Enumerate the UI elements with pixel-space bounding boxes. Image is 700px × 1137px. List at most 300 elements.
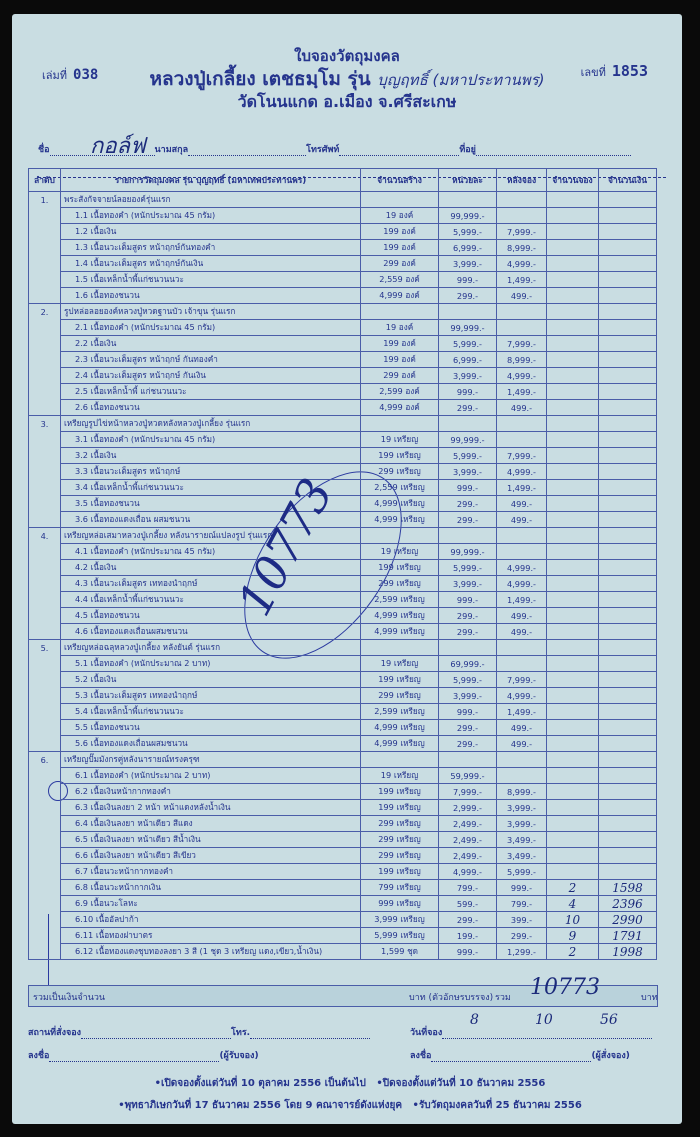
item-after-price: 499.- — [497, 496, 547, 512]
item-price: 5,999.- — [439, 336, 497, 352]
item-name: 2.1 เนื้อทองคำ (หนักประมาณ 45 กรัม) — [61, 320, 361, 336]
table-row — [29, 512, 657, 528]
item-quantity: 2,599 เหรียญ — [361, 592, 439, 608]
item-name: 1.5 เนื้อเหล็กน้ำพี้แก่ชนวนนวะ — [61, 272, 361, 288]
empty-cell — [497, 752, 547, 768]
item-name: 3.5 เนื้อทองชนวน — [61, 496, 361, 512]
empty-cell — [599, 416, 657, 432]
table-row — [29, 816, 657, 832]
item-booked — [547, 832, 599, 848]
place-field: สถานที่สั่งจอง โทร. — [28, 1025, 370, 1039]
item-amount: 2396 — [599, 896, 657, 912]
item-quantity: 299 เหรียญ — [361, 848, 439, 864]
item-after-price: 1,499.- — [497, 384, 547, 400]
empty-cell — [547, 304, 599, 320]
item-price: 299.- — [439, 288, 497, 304]
item-amount — [599, 704, 657, 720]
item-name: 4.1 เนื้อทองคำ (หนักประมาณ 45 กรัม) — [61, 544, 361, 560]
item-after-price: 499.- — [497, 400, 547, 416]
item-price: 6,999.- — [439, 352, 497, 368]
table-row — [29, 384, 657, 400]
item-booked — [547, 448, 599, 464]
table-row — [29, 832, 657, 848]
item-booked: 2 — [547, 944, 599, 960]
item-after-price: 1,499.- — [497, 704, 547, 720]
item-name: 6.5 เนื้อเงินลงยา หน้าเดียว สีน้ำเงิน — [61, 832, 361, 848]
item-price: 599.- — [439, 896, 497, 912]
item-quantity: 199 เหรียญ — [361, 800, 439, 816]
item-amount — [599, 768, 657, 784]
empty-cell — [547, 752, 599, 768]
item-price: 299.- — [439, 624, 497, 640]
receiver-sign: ลงชื่อ (ผู้รับจอง) — [28, 1051, 259, 1061]
item-booked — [547, 400, 599, 416]
date-day: 8 — [470, 1012, 479, 1028]
table-row — [29, 288, 657, 304]
table-row — [29, 704, 657, 720]
item-booked — [547, 432, 599, 448]
item-name: 3.3 เนื้อนวะเต็มสูตร หน้าฤกษ์ — [61, 464, 361, 480]
item-price: 999.- — [439, 384, 497, 400]
item-price: 3,999.- — [439, 464, 497, 480]
name-handwriting: กอล์ฟ — [90, 134, 146, 159]
item-name: 6.1 เนื้อทองคำ (หนักประมาณ 2 บาท) — [61, 768, 361, 784]
item-amount — [599, 688, 657, 704]
item-name: 5.6 เนื้อทองแดงเถื่อนผสมชนวน — [61, 736, 361, 752]
table-row — [29, 464, 657, 480]
item-quantity: 299 เหรียญ — [361, 576, 439, 592]
item-quantity: 4,999 เหรียญ — [361, 736, 439, 752]
item-name: 3.4 เนื้อเหล็กน้ำพี้แก่ชนวนนวะ — [61, 480, 361, 496]
item-booked — [547, 576, 599, 592]
group-row — [29, 416, 657, 432]
item-name: 4.3 เนื้อนวะเต็มสูตร เททองนำฤกษ์ — [61, 576, 361, 592]
footer-line-2: •พุทธาภิเษกวันที่ 17 ธันวาคม 2556 โดย 9 คณาจารย์ดังแห่งยุค •รับวัตถุมงคลวันที่ 25 ธันวาคม 2556 — [118, 1100, 582, 1111]
item-price: 299.- — [439, 608, 497, 624]
column-header: จำนวนสร้าง — [361, 169, 439, 192]
item-quantity: 999 เหรียญ — [361, 896, 439, 912]
item-after-price: 4,999.- — [497, 464, 547, 480]
item-name: 3.2 เนื้อเงิน — [61, 448, 361, 464]
item-price: 3,999.- — [439, 576, 497, 592]
item-name: 6.11 เนื้อทองฝาบาตร — [61, 928, 361, 944]
empty-cell — [497, 192, 547, 208]
item-booked — [547, 240, 599, 256]
item-quantity: 19 องค์ — [361, 208, 439, 224]
item-quantity: 5,999 เหรียญ — [361, 928, 439, 944]
item-quantity: 199 เหรียญ — [361, 864, 439, 880]
item-amount — [599, 672, 657, 688]
item-amount — [599, 736, 657, 752]
item-booked — [547, 272, 599, 288]
item-amount — [599, 480, 657, 496]
item-after-price: 499.- — [497, 624, 547, 640]
group-row — [29, 528, 657, 544]
item-after-price: 3,499.- — [497, 832, 547, 848]
item-price: 999.- — [439, 704, 497, 720]
item-after-price: 499.- — [497, 512, 547, 528]
item-price: 299.- — [439, 736, 497, 752]
total-row: รวมเป็นเงินจำนวน บาท (ตัวอักษรบรรจง) รวม บาท — [28, 985, 658, 1007]
column-header: จำนวนเงิน — [599, 169, 657, 192]
item-booked — [547, 608, 599, 624]
item-name: 6.6 เนื้อเงินลงยา หน้าเดียว สีเขียว — [61, 848, 361, 864]
item-name: 6.8 เนื้อนวะหน้ากากเงิน — [61, 880, 361, 896]
item-quantity: 19 เหรียญ — [361, 768, 439, 784]
empty-cell — [497, 528, 547, 544]
item-price: 799.- — [439, 880, 497, 896]
item-booked — [547, 320, 599, 336]
monk-line: หลวงปู่เกลี้ยง เตชธมฺโม รุ่น บุญฤทธิ์ (มหาประทานพร) — [149, 68, 545, 90]
item-amount: 1791 — [599, 928, 657, 944]
item-booked — [547, 336, 599, 352]
item-booked — [547, 560, 599, 576]
item-amount — [599, 624, 657, 640]
table-row — [29, 208, 657, 224]
table-row — [29, 944, 657, 960]
empty-cell — [439, 528, 497, 544]
group-row — [29, 640, 657, 656]
item-after-price: 299.- — [497, 928, 547, 944]
empty-cell — [439, 640, 497, 656]
item-booked — [547, 464, 599, 480]
item-amount — [599, 400, 657, 416]
table-row — [29, 736, 657, 752]
item-price: 5,999.- — [439, 448, 497, 464]
item-after-price: 3,999.- — [497, 816, 547, 832]
item-price: 6,999.- — [439, 240, 497, 256]
table-row — [29, 784, 657, 800]
empty-cell — [361, 528, 439, 544]
item-after-price: 8,999.- — [497, 240, 547, 256]
item-amount — [599, 816, 657, 832]
item-booked — [547, 736, 599, 752]
serial-number: เลขที่ 1853 — [580, 62, 648, 80]
item-amount — [599, 320, 657, 336]
empty-cell — [497, 304, 547, 320]
item-after-price: 4,999.- — [497, 560, 547, 576]
item-name: 6.10 เนื้ออัลปาก้า — [61, 912, 361, 928]
item-quantity: 4,999 เหรียญ — [361, 624, 439, 640]
item-name: 6.4 เนื้อเงินลงยา หน้าเดียว สีแดง — [61, 816, 361, 832]
table-row — [29, 880, 657, 896]
empty-cell — [361, 416, 439, 432]
item-name: 2.3 เนื้อนวะเต็มสูตร หน้าฤกษ์ กันทองคำ — [61, 352, 361, 368]
item-quantity: 4,999 เหรียญ — [361, 608, 439, 624]
date-field: วันที่จอง — [410, 1025, 652, 1039]
table-row — [29, 400, 657, 416]
item-price: 2,499.- — [439, 832, 497, 848]
table-row — [29, 496, 657, 512]
table-row — [29, 672, 657, 688]
item-quantity: 19 องค์ — [361, 320, 439, 336]
item-price: 99,999.- — [439, 544, 497, 560]
item-quantity: 199 เหรียญ — [361, 560, 439, 576]
item-booked: 2 — [547, 880, 599, 896]
item-name: 3.6 เนื้อทองแดงเถื่อน ผสมชนวน — [61, 512, 361, 528]
item-after-price: 399.- — [497, 912, 547, 928]
total-handwriting-rotated: 10773 — [226, 469, 344, 625]
item-amount — [599, 608, 657, 624]
item-amount — [599, 288, 657, 304]
column-header: จำนวนจอง — [547, 169, 599, 192]
item-after-price: 1,499.- — [497, 272, 547, 288]
table-row — [29, 768, 657, 784]
item-amount — [599, 720, 657, 736]
item-quantity: 199 องค์ — [361, 240, 439, 256]
item-price: 999.- — [439, 272, 497, 288]
item-after-price: 7,999.- — [497, 336, 547, 352]
table-row — [29, 608, 657, 624]
table-row — [29, 480, 657, 496]
item-booked — [547, 768, 599, 784]
item-name: 5.3 เนื้อนวะเต็มสูตร เททองนำฤกษ์ — [61, 688, 361, 704]
item-after-price: 1,499.- — [497, 480, 547, 496]
item-amount — [599, 464, 657, 480]
item-name: 6.2 เนื้อเงินหน้ากากทองคำ — [61, 784, 361, 800]
group-title: เหรียญรูปไข่หน้าหลวงปู่หวดหลังหลวงปู่เกลี้ยง รุ่นแรก — [61, 416, 361, 432]
item-name: 5.2 เนื้อเงิน — [61, 672, 361, 688]
item-quantity: 2,599 องค์ — [361, 384, 439, 400]
item-amount — [599, 208, 657, 224]
table-row — [29, 624, 657, 640]
item-price: 299.- — [439, 720, 497, 736]
item-after-price — [497, 768, 547, 784]
table-row — [29, 560, 657, 576]
form-title: ใบจองวัตถุมงคล — [294, 47, 400, 65]
item-quantity: 4,999 เหรียญ — [361, 496, 439, 512]
item-amount — [599, 240, 657, 256]
item-amount — [599, 544, 657, 560]
table-row — [29, 720, 657, 736]
item-booked — [547, 224, 599, 240]
item-booked — [547, 352, 599, 368]
group-number: 5. — [29, 640, 61, 752]
item-after-price — [497, 656, 547, 672]
item-price: 999.- — [439, 592, 497, 608]
item-amount — [599, 368, 657, 384]
item-amount — [599, 656, 657, 672]
item-amount: 2990 — [599, 912, 657, 928]
date-year: 56 — [600, 1012, 618, 1028]
item-price: 99,999.- — [439, 208, 497, 224]
item-after-price: 799.- — [497, 896, 547, 912]
item-price: 59,999.- — [439, 768, 497, 784]
table-row — [29, 592, 657, 608]
booker-sign: ลงชื่อ (ผู้สั่งจอง) — [410, 1051, 630, 1061]
group-row — [29, 192, 657, 208]
item-amount — [599, 352, 657, 368]
empty-cell — [599, 640, 657, 656]
column-header: ลำดับ — [29, 169, 61, 192]
item-booked — [547, 384, 599, 400]
item-booked — [547, 656, 599, 672]
item-after-price: 499.- — [497, 288, 547, 304]
item-amount — [599, 592, 657, 608]
item-quantity: 4,999 องค์ — [361, 400, 439, 416]
empty-cell — [547, 416, 599, 432]
group-title: รูปหล่อลอยองค์หลวงปู่หวดฐานบัว เจ้าขุน รุ่นแรก — [61, 304, 361, 320]
empty-cell — [361, 752, 439, 768]
item-amount — [599, 864, 657, 880]
item-name: 5.1 เนื้อทองคำ (หนักประมาณ 2 บาท) — [61, 656, 361, 672]
item-name: 4.2 เนื้อเงิน — [61, 560, 361, 576]
item-quantity: 199 เหรียญ — [361, 784, 439, 800]
item-name: 6.3 เนื้อเงินลงยา 2 หน้า หน้าแดงหลังน้ำเงิน — [61, 800, 361, 816]
item-name: 1.2 เนื้อเงิน — [61, 224, 361, 240]
item-after-price: 3,499.- — [497, 848, 547, 864]
item-after-price: 4,999.- — [497, 368, 547, 384]
table-row — [29, 224, 657, 240]
item-price: 999.- — [439, 944, 497, 960]
item-quantity: 299 เหรียญ — [361, 688, 439, 704]
item-after-price: 499.- — [497, 608, 547, 624]
item-quantity: 199 เหรียญ — [361, 672, 439, 688]
item-name: 1.3 เนื้อนวะเต็มสูตร หน้าฤกษ์กันทองคำ — [61, 240, 361, 256]
table-row — [29, 912, 657, 928]
empty-cell — [599, 304, 657, 320]
item-quantity: 4,999 องค์ — [361, 288, 439, 304]
item-booked: 4 — [547, 896, 599, 912]
item-after-price: 499.- — [497, 720, 547, 736]
group-number: 3. — [29, 416, 61, 528]
item-booked — [547, 704, 599, 720]
group-title: เหรียญปั๊มมังกรคู่หลังนารายณ์ทรงครุฑ — [61, 752, 361, 768]
column-header: หน่วยละ — [439, 169, 497, 192]
item-amount: 1998 — [599, 944, 657, 960]
item-booked — [547, 784, 599, 800]
item-price: 5,999.- — [439, 672, 497, 688]
item-after-price — [497, 208, 547, 224]
empty-cell — [439, 304, 497, 320]
item-booked — [547, 800, 599, 816]
date-month: 10 — [535, 1012, 553, 1028]
item-price: 5,999.- — [439, 224, 497, 240]
item-after-price: 4,999.- — [497, 576, 547, 592]
item-name: 4.6 เนื้อทองแดงเถื่อนผสมชนวน — [61, 624, 361, 640]
item-quantity: 19 เหรียญ — [361, 656, 439, 672]
item-booked — [547, 288, 599, 304]
item-quantity: 3,999 เหรียญ — [361, 912, 439, 928]
table-row — [29, 272, 657, 288]
item-after-price: 999.- — [497, 880, 547, 896]
item-booked — [547, 496, 599, 512]
group-number: 6. — [29, 752, 61, 960]
empty-cell — [439, 416, 497, 432]
item-amount — [599, 560, 657, 576]
item-price: 3,999.- — [439, 688, 497, 704]
empty-cell — [599, 528, 657, 544]
item-price: 2,499.- — [439, 848, 497, 864]
item-after-price: 4,999.- — [497, 688, 547, 704]
item-after-price: 5,999.- — [497, 864, 547, 880]
item-booked — [547, 592, 599, 608]
group-number: 4. — [29, 528, 61, 640]
item-name: 1.6 เนื้อทองชนวน — [61, 288, 361, 304]
item-amount — [599, 224, 657, 240]
item-quantity: 199 องค์ — [361, 336, 439, 352]
table-row — [29, 240, 657, 256]
item-quantity: 299 เหรียญ — [361, 832, 439, 848]
item-price: 5,999.- — [439, 560, 497, 576]
table-row — [29, 544, 657, 560]
item-after-price: 7,999.- — [497, 448, 547, 464]
item-amount — [599, 576, 657, 592]
item-booked — [547, 864, 599, 880]
table-row — [29, 800, 657, 816]
empty-cell — [599, 752, 657, 768]
item-after-price: 7,999.- — [497, 224, 547, 240]
item-booked — [547, 544, 599, 560]
empty-cell — [547, 640, 599, 656]
item-price: 299.- — [439, 912, 497, 928]
item-booked: 10 — [547, 912, 599, 928]
item-after-price — [497, 544, 547, 560]
item-booked — [547, 512, 599, 528]
item-price: 69,999.- — [439, 656, 497, 672]
item-quantity: 2,599 เหรียญ — [361, 704, 439, 720]
item-name: 2.5 เนื้อเหล็กน้ำพี้ แก่ชนวนนวะ — [61, 384, 361, 400]
item-price: 2,999.- — [439, 800, 497, 816]
column-header: หลังจอง — [497, 169, 547, 192]
item-booked — [547, 368, 599, 384]
item-price: 2,499.- — [439, 816, 497, 832]
item-table — [28, 168, 657, 960]
item-name: 4.4 เนื้อเหล็กน้ำพี้แก่ชนวนนวะ — [61, 592, 361, 608]
item-price: 99,999.- — [439, 432, 497, 448]
item-after-price: 7,999.- — [497, 672, 547, 688]
item-after-price — [497, 432, 547, 448]
item-quantity: 4,999 เหรียญ — [361, 720, 439, 736]
item-booked — [547, 688, 599, 704]
item-amount — [599, 832, 657, 848]
table-row — [29, 896, 657, 912]
item-name: 1.4 เนื้อนวะเต็มสูตร หน้าฤกษ์กันเงิน — [61, 256, 361, 272]
item-name: 5.5 เนื้อทองชนวน — [61, 720, 361, 736]
item-name: 1.1 เนื้อทองคำ (หนักประมาณ 45 กรัม) — [61, 208, 361, 224]
item-name: 4.5 เนื้อทองชนวน — [61, 608, 361, 624]
table-row — [29, 864, 657, 880]
item-quantity: 2,559 เหรียญ — [361, 480, 439, 496]
item-quantity: 299 เหรียญ — [361, 816, 439, 832]
item-name: 2.4 เนื้อนวะเต็มสูตร หน้าฤกษ์ กันเงิน — [61, 368, 361, 384]
item-name: 2.6 เนื้อทองชนวน — [61, 400, 361, 416]
table-row — [29, 448, 657, 464]
item-after-price: 3,999.- — [497, 800, 547, 816]
item-quantity: 799 เหรียญ — [361, 880, 439, 896]
item-quantity: 199 เหรียญ — [361, 448, 439, 464]
item-amount — [599, 448, 657, 464]
item-after-price: 8,999.- — [497, 352, 547, 368]
item-price: 3,999.- — [439, 368, 497, 384]
item-after-price: 1,499.- — [497, 592, 547, 608]
table-row — [29, 576, 657, 592]
item-after-price: 8,999.- — [497, 784, 547, 800]
total-sum-hand: 10773 — [530, 975, 600, 1000]
item-price: 4,999.- — [439, 864, 497, 880]
item-after-price: 1,299.- — [497, 944, 547, 960]
item-booked: 9 — [547, 928, 599, 944]
item-booked — [547, 848, 599, 864]
item-price: 299.- — [439, 400, 497, 416]
item-quantity: 199 องค์ — [361, 224, 439, 240]
table-row — [29, 368, 657, 384]
item-after-price — [497, 320, 547, 336]
group-number: 2. — [29, 304, 61, 416]
group-title: เหรียญหล่อฉลุหลวงปู่เกลี้ยง หลังยันต์ รุ่นแรก — [61, 640, 361, 656]
empty-cell — [547, 192, 599, 208]
item-amount — [599, 800, 657, 816]
